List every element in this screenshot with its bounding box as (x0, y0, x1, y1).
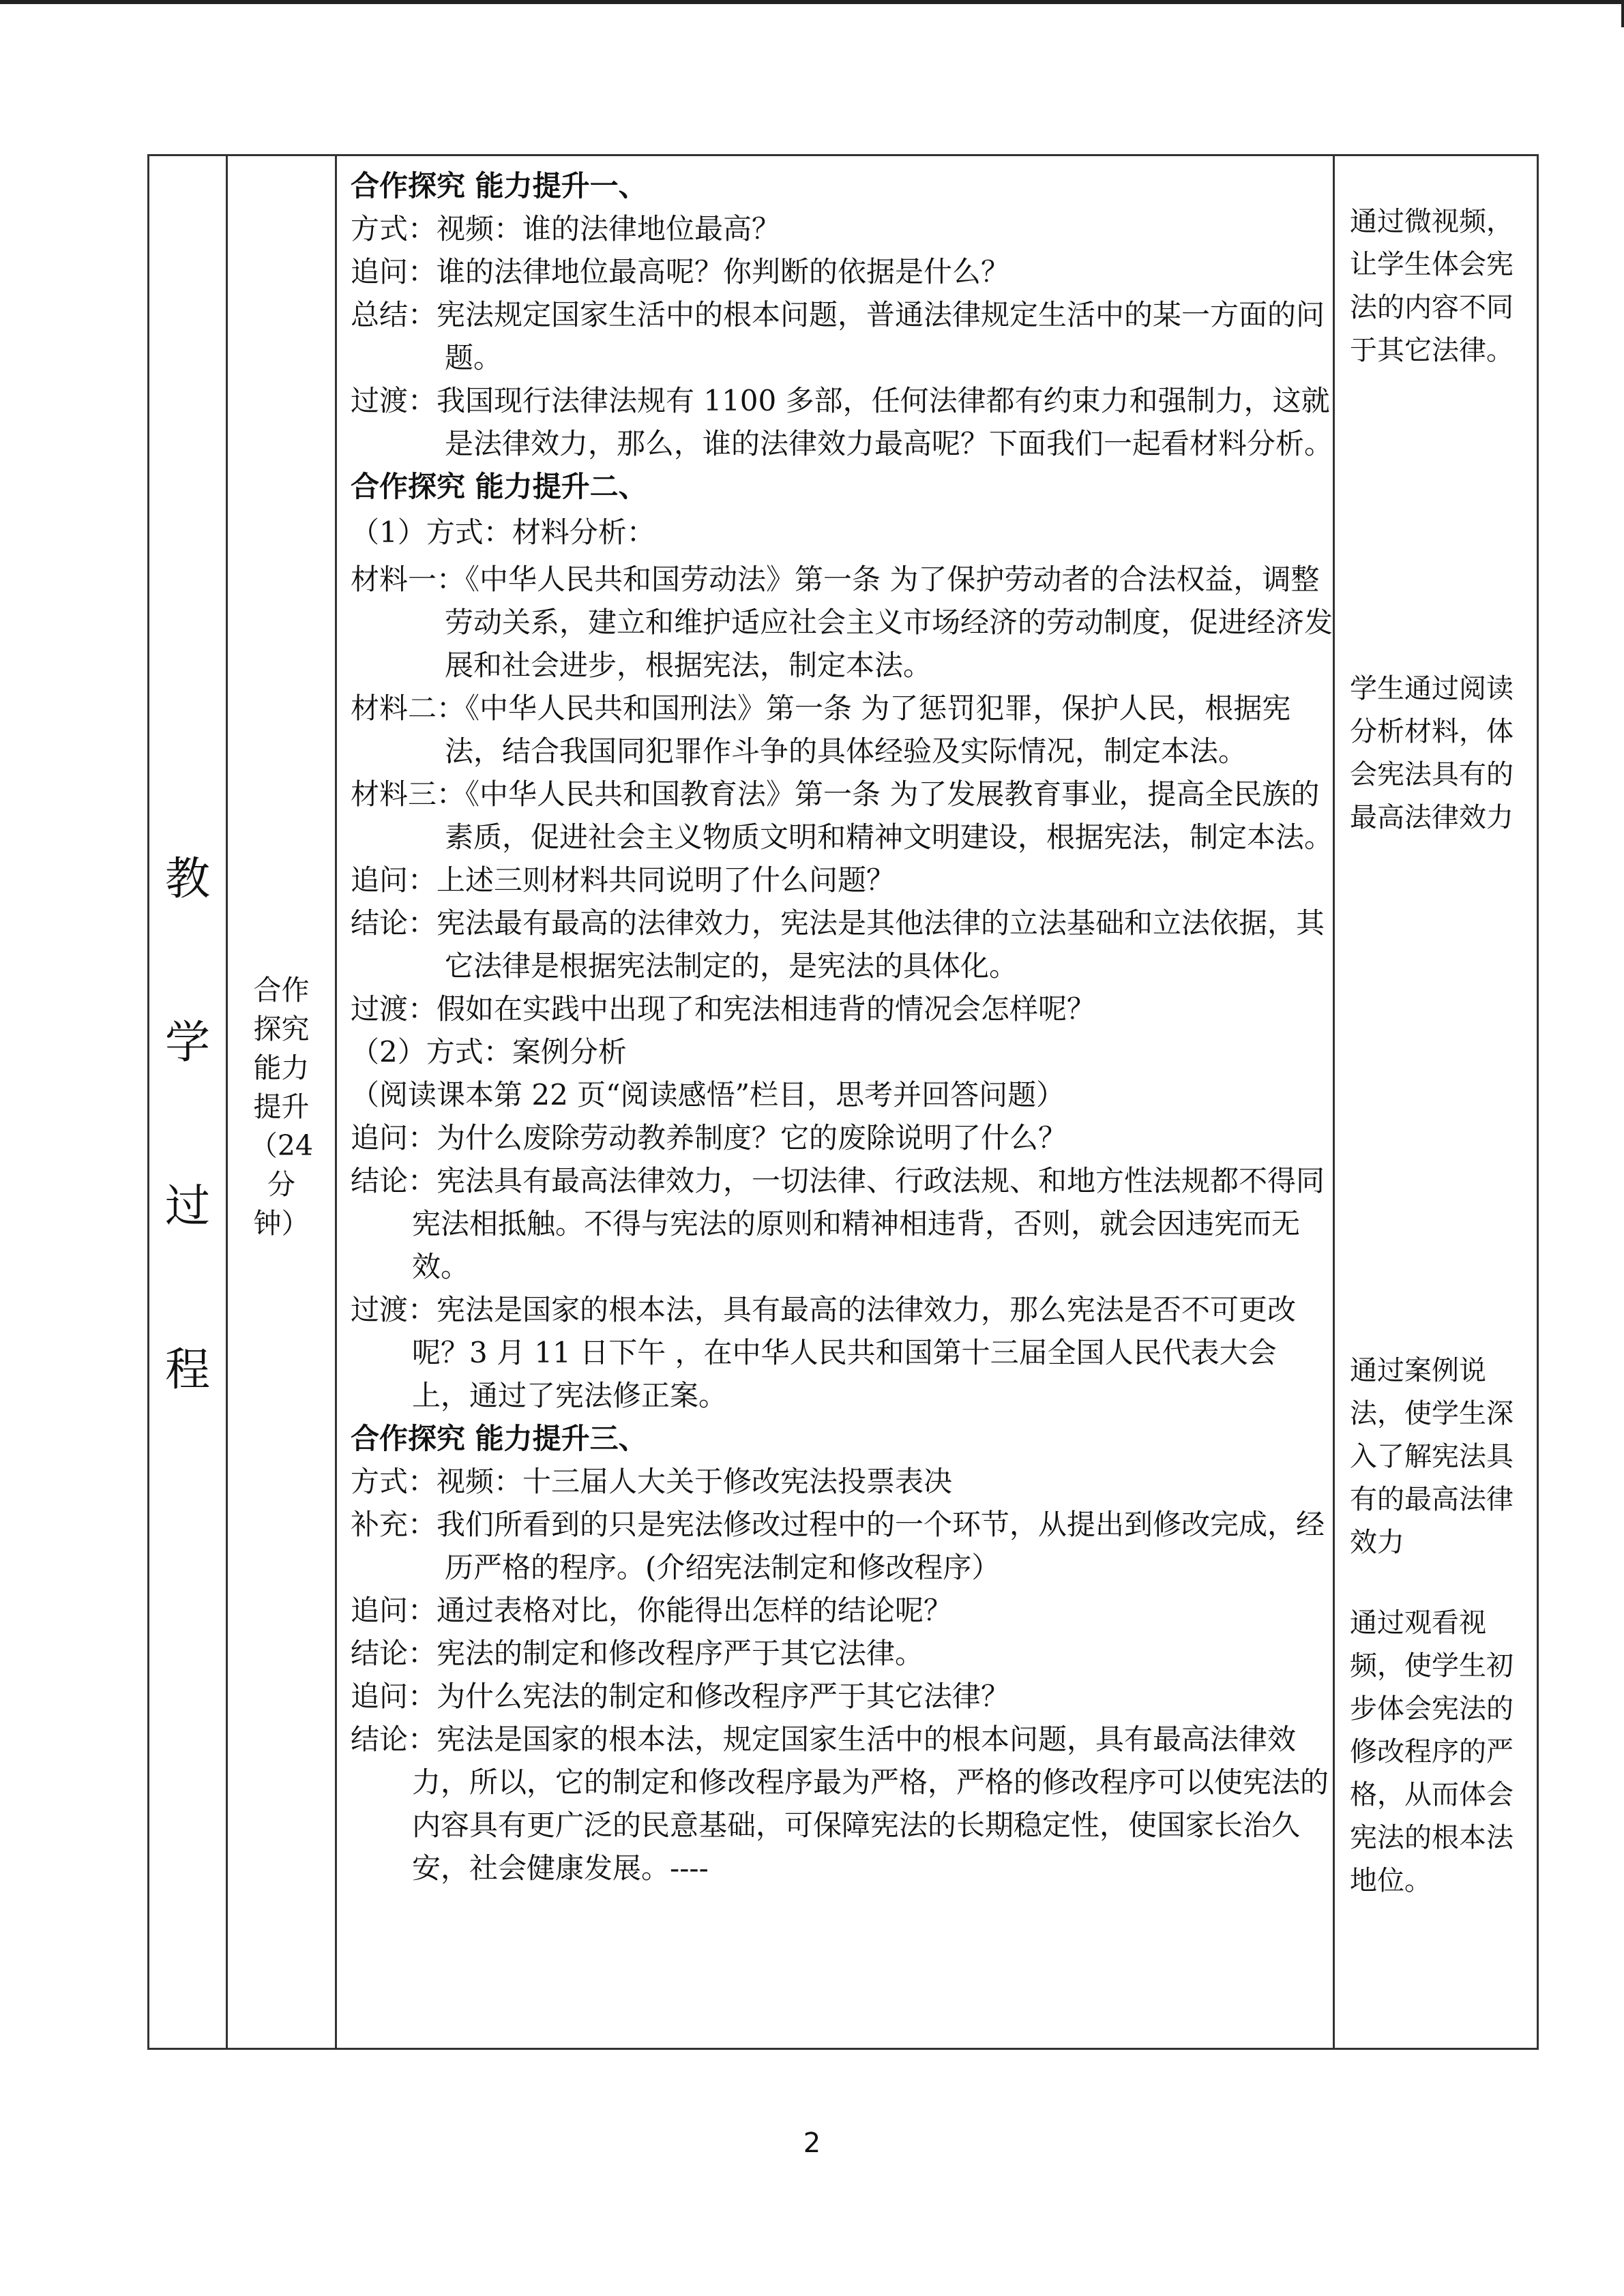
stage-label-column (149, 156, 226, 2048)
stage-char: 教 (165, 852, 210, 905)
activity-label-line: 钟） (253, 1207, 310, 1240)
content-line: 材料三：《中华人民共和国教育法》第一条 为了发展教育事业，提高全民族的素质，促进社会主义物质文明和精神文明建设，根据宪法，制定本法。 (351, 777, 1333, 854)
content-line: 追问：为什么废除劳动教养制度？它的废除说明了什么？ (351, 1121, 1067, 1154)
stage-char: 过 (165, 1180, 210, 1232)
stage-char: 学 (165, 1016, 210, 1069)
activity-label-line: 分 (267, 1168, 295, 1201)
activity-label (228, 971, 335, 1243)
content-line: 追问：上述三则材料共同说明了什么问题？ (351, 863, 896, 897)
content-line: 结论：宪法具有最高法律效力，一切法律、行政法规、和地方性法规都不得同宪法相抵触。不得与宪法的原则和精神相违背，否则，就会因违宪而无效。 (351, 1164, 1325, 1283)
section-heading: 合作探究 能力提升三、 (351, 1422, 647, 1455)
content-line: 过渡：假如在实践中出现了和宪法相违背的情况会怎样呢？ (351, 992, 1096, 1026)
stage-char: 程 (165, 1343, 210, 1396)
content-line: （阅读课本第 22 页“阅读感悟”栏目，思考并回答问题） (351, 1078, 1065, 1112)
design-intent: 通过观看视频，使学生初步体会宪法的修改程序的严格，从而体会宪法的根本法地位。 (1350, 1607, 1514, 1896)
teaching-content (351, 164, 1333, 1890)
content-line: 追问：为什么宪法的制定和修改程序严于其它法律？ (351, 1680, 1010, 1713)
activity-label-line: 提升 (253, 1090, 310, 1123)
design-intent: 通过案例说法，使学生深入了解宪法具有的最高法律效力 (1350, 1355, 1514, 1558)
content-line: 过渡：宪法是国家的根本法，具有最高的法律效力，那么宪法是否不可更改呢？3 月 11 日下午 ，在中华人民共和国第十三届全国人民代表大会上，通过了宪法修正案。 (351, 1293, 1297, 1412)
content-line: 方式：视频：十三届人大关于修改宪法投票表决 (351, 1465, 953, 1498)
column-divider (1333, 156, 1335, 2048)
page-number: 2 (803, 2128, 821, 2159)
activity-label-line: （24 (249, 1129, 314, 1162)
design-intent: 通过微视频，让学生体会宪法的内容不同于其它法律。 (1350, 206, 1514, 366)
column-divider (335, 156, 337, 2048)
activity-label-line: 探究 (253, 1013, 310, 1045)
content-line: 结论：宪法最有最高的法律效力，宪法是其他法律的立法基础和立法依据，其它法律是根据宪法制定的，是宪法的具体化。 (351, 906, 1325, 983)
content-line: 补充：我们所看到的只是宪法修改过程中的一个环节，从提出到修改完成，经历严格的程序。(介绍宪法制定和修改程序） (351, 1508, 1325, 1584)
section-heading: 合作探究 能力提升二、 (351, 470, 647, 503)
content-line: 结论：宪法的制定和修改程序严于其它法律。 (351, 1637, 924, 1670)
content-line: 追问：通过表格对比，你能得出怎样的结论呢？ (351, 1594, 953, 1627)
content-line: 材料一：《中华人民共和国劳动法》第一条 为了保护劳动者的合法权益，调整劳动关系，建立和维护适应社会主义市场经济的劳动制度，促进经济发展和社会进步，根据宪法，制定本法。 (351, 563, 1333, 682)
page-top-edge (0, 0, 1624, 4)
content-line: 过渡：我国现行法律法规有 1100 多部，任何法律都有约束力和强制力，这就是法律效力，那么，谁的法律效力最高呢？下面我们一起看材料分析。 (351, 384, 1333, 460)
lesson-plan-table (147, 154, 1539, 2050)
section-heading: 合作探究 能力提升一、 (351, 169, 647, 203)
design-intent: 学生通过阅读分析材料，体会宪法具有的最高法律效力 (1350, 673, 1514, 833)
content-line: 方式：视频：谁的法律地位最高？ (351, 212, 781, 245)
activity-label-line: 能力 (253, 1052, 310, 1084)
activity-label-line: 合作 (253, 974, 310, 1007)
content-line: （2）方式：案例分析 (351, 1035, 627, 1069)
content-line: 材料二：《中华人民共和国刑法》第一条 为了惩罚犯罪，保护人民，根据宪法，结合我国同犯罪作斗争的具体经验及实际情况，制定本法。 (351, 691, 1291, 768)
content-line: 追问：谁的法律地位最高呢？你判断的依据是什么？ (351, 255, 1010, 288)
page-right-edge (1621, 0, 1624, 27)
content-line: 结论：宪法是国家的根本法，规定国家生活中的根本问题，具有最高法律效力，所以，它的制定和修改程序最为严格，严格的修改程序可以使宪法的内容具有更广泛的民意基础，可保障宪法的长期稳定性，使国家长治久安，社会健康发展。---- (351, 1723, 1329, 1885)
content-line: （1）方式：材料分析： (351, 516, 655, 549)
content-line: 总结：宪法规定国家生活中的根本问题，普通法律规定生活中的某一方面的问题。 (351, 298, 1325, 374)
